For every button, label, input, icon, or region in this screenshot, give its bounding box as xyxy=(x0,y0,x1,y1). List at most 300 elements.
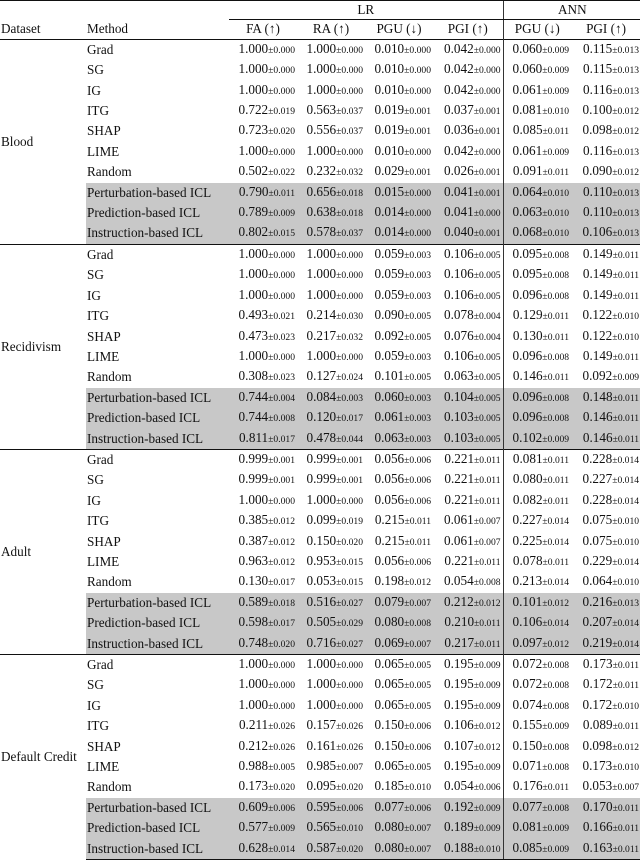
cell-mean: 0.061 xyxy=(512,142,543,158)
cell-pgi-ann xyxy=(571,552,640,572)
cell-std: ±0.001 xyxy=(336,454,363,466)
cell-pgi-ann xyxy=(571,777,640,797)
table-row xyxy=(0,491,640,511)
cell-pgu-lr xyxy=(365,511,433,531)
cell-pgi-lr xyxy=(433,347,503,367)
cell-mean: 0.146 xyxy=(582,409,613,425)
cell-mean: 0.064 xyxy=(582,573,613,589)
table-row xyxy=(0,142,640,162)
cell-ra xyxy=(297,60,365,80)
cell-mean: 1.000 xyxy=(238,266,269,282)
cell-std: ±0.000 xyxy=(473,44,501,56)
cell-std: ±0.009 xyxy=(542,85,570,97)
cell-std: ±0.008 xyxy=(542,413,570,425)
method-label: Perturbation-based ICL xyxy=(86,183,229,203)
cell-ra xyxy=(297,737,365,757)
cell-mean: 0.084 xyxy=(306,388,337,404)
cell-mean: 0.010 xyxy=(374,40,405,56)
cell-std: ±0.000 xyxy=(268,700,295,712)
cell-mean: 0.173 xyxy=(238,778,269,794)
col-header-fa: FA (↑) xyxy=(246,21,280,37)
cell-pgi-ann xyxy=(571,470,640,490)
cell-pgu-ann xyxy=(503,429,571,450)
cell-mean: 0.478 xyxy=(306,429,337,445)
cell-pgi-lr xyxy=(433,388,503,408)
method-label: LIME xyxy=(87,348,120,364)
cell-std: ±0.005 xyxy=(404,680,431,692)
cell-mean: 0.116 xyxy=(583,81,613,97)
cell-mean: 0.100 xyxy=(582,102,613,118)
cell-pgu-ann xyxy=(503,777,571,797)
cell-std: ±0.008 xyxy=(404,618,431,630)
cell-std: ±0.007 xyxy=(404,597,431,609)
table-row xyxy=(0,286,640,306)
cell-std: ±0.011 xyxy=(612,351,640,363)
cell-std: ±0.011 xyxy=(542,372,570,384)
cell-std: ±0.011 xyxy=(474,454,501,466)
cell-mean: 0.210 xyxy=(444,614,475,630)
cell-pgu-ann xyxy=(503,286,571,306)
method-label: Prediction-based ICL xyxy=(86,408,229,428)
cell-mean: 0.207 xyxy=(582,614,613,630)
cell-std: ±0.026 xyxy=(268,721,295,733)
cell-pgi-ann xyxy=(571,572,640,592)
cell-ra xyxy=(297,121,365,141)
cell-std: ±0.011 xyxy=(612,392,640,404)
cell-pgi-lr xyxy=(433,142,503,162)
cell-std: ±0.014 xyxy=(612,495,640,507)
cell-std: ±0.000 xyxy=(404,208,431,220)
cell-ra xyxy=(297,470,365,490)
cell-mean: 0.723 xyxy=(238,122,269,138)
cell-std: ±0.008 xyxy=(542,290,570,302)
cell-fa xyxy=(229,101,297,121)
cell-std: ±0.008 xyxy=(268,413,295,425)
cell-fa xyxy=(229,818,297,838)
cell-fa xyxy=(229,429,297,450)
cell-std: ±0.000 xyxy=(268,85,295,97)
cell-mean: 0.192 xyxy=(444,798,474,814)
cell-pgi-ann xyxy=(571,696,640,716)
cell-pgi-lr xyxy=(433,39,503,60)
cell-pgu-lr xyxy=(365,244,433,265)
cell-pgu-ann xyxy=(503,757,571,777)
cell-std: ±0.007 xyxy=(404,843,431,855)
cell-pgu-lr xyxy=(365,388,433,408)
table-row xyxy=(0,675,640,695)
cell-pgu-ann xyxy=(503,367,571,387)
cell-mean: 0.042 xyxy=(444,142,474,158)
cell-mean: 0.985 xyxy=(306,758,337,774)
cell-std: ±0.008 xyxy=(473,577,501,589)
cell-ra xyxy=(297,655,365,676)
col-header-pgu-lr: PGU (↓) xyxy=(376,21,422,37)
cell-pgu-ann xyxy=(503,470,571,490)
method-label: SHAP xyxy=(87,328,121,344)
cell-mean: 0.080 xyxy=(374,614,405,630)
cell-std: ±0.000 xyxy=(336,290,363,302)
cell-std: ±0.012 xyxy=(473,721,501,733)
cell-std: ±0.000 xyxy=(268,351,295,363)
cell-mean: 0.228 xyxy=(582,450,613,466)
cell-std: ±0.014 xyxy=(612,638,640,650)
method-label: Perturbation-based ICL xyxy=(86,388,229,408)
cell-std: ±0.027 xyxy=(336,638,363,650)
cell-mean: 0.149 xyxy=(582,286,613,302)
cell-mean: 1.000 xyxy=(306,266,337,282)
cell-mean: 1.000 xyxy=(238,245,269,261)
header-col-row xyxy=(0,20,640,39)
cell-std: ±0.011 xyxy=(404,536,431,548)
cell-std: ±0.020 xyxy=(336,843,363,855)
cell-mean: 0.065 xyxy=(374,656,405,671)
cell-mean: 0.059 xyxy=(374,245,405,261)
cell-std: ±0.008 xyxy=(542,351,570,363)
dataset-label: Default Credit xyxy=(0,655,86,860)
cell-fa xyxy=(229,306,297,326)
cell-std: ±0.000 xyxy=(336,660,363,671)
cell-pgu-lr xyxy=(365,327,433,347)
cell-std: ±0.012 xyxy=(268,536,295,548)
cell-std: ±0.005 xyxy=(404,762,431,774)
cell-mean: 0.077 xyxy=(374,798,405,814)
cell-std: ±0.032 xyxy=(336,167,363,179)
cell-std: ±0.008 xyxy=(542,680,570,692)
cell-std: ±0.010 xyxy=(542,208,570,220)
cell-std: ±0.009 xyxy=(542,823,570,835)
cell-ra xyxy=(297,347,365,367)
table-row xyxy=(0,429,640,450)
cell-fa xyxy=(229,470,297,490)
cell-ra xyxy=(297,223,365,244)
cell-pgu-ann xyxy=(503,552,571,572)
cell-std: ±0.001 xyxy=(268,475,295,487)
table-row xyxy=(0,244,640,265)
cell-std: ±0.009 xyxy=(473,802,501,814)
cell-ra xyxy=(297,265,365,285)
cell-mean: 0.065 xyxy=(374,676,405,692)
cell-pgi-ann xyxy=(571,327,640,347)
cell-mean: 0.150 xyxy=(512,737,543,753)
cell-mean: 0.080 xyxy=(374,819,405,835)
cell-std: ±0.026 xyxy=(268,741,295,753)
cell-mean: 0.069 xyxy=(374,634,405,650)
cell-std: ±0.010 xyxy=(612,516,640,528)
cell-ra xyxy=(297,716,365,736)
col-header-dataset: Dataset xyxy=(1,21,41,37)
cell-mean: 0.095 xyxy=(512,266,543,282)
cell-std: ±0.005 xyxy=(268,762,295,774)
cell-std: ±0.011 xyxy=(612,660,640,671)
table-row xyxy=(0,183,640,203)
cell-std: ±0.003 xyxy=(336,392,363,404)
cell-mean: 0.628 xyxy=(238,839,269,855)
cell-mean: 0.577 xyxy=(238,819,269,835)
cell-pgi-lr xyxy=(433,818,503,838)
cell-std: ±0.011 xyxy=(474,475,501,487)
cell-pgi-ann xyxy=(571,818,640,838)
cell-std: ±0.009 xyxy=(268,823,295,835)
table-row xyxy=(0,408,640,428)
cell-ra xyxy=(297,839,365,860)
cell-mean: 0.999 xyxy=(238,450,269,466)
cell-mean: 0.556 xyxy=(306,122,337,138)
cell-std: ±0.000 xyxy=(404,228,431,240)
cell-mean: 0.106 xyxy=(582,224,613,240)
cell-std: ±0.005 xyxy=(404,331,431,343)
cell-pgu-ann xyxy=(503,101,571,121)
cell-mean: 0.150 xyxy=(374,717,405,733)
cell-mean: 0.155 xyxy=(512,717,543,733)
cell-mean: 0.122 xyxy=(582,327,613,343)
cell-std: ±0.005 xyxy=(404,372,431,384)
cell-pgu-ann xyxy=(503,572,571,592)
cell-pgi-lr xyxy=(433,839,503,860)
cell-std: ±0.010 xyxy=(612,311,640,323)
cell-std: ±0.012 xyxy=(404,577,431,589)
cell-ra xyxy=(297,552,365,572)
cell-std: ±0.014 xyxy=(542,516,570,528)
cell-fa xyxy=(229,696,297,716)
cell-mean: 0.077 xyxy=(512,798,543,814)
dataset-label: Adult xyxy=(0,449,86,654)
method-label: IG xyxy=(87,492,101,508)
table-row xyxy=(0,757,640,777)
cell-mean: 0.104 xyxy=(444,388,474,404)
cell-mean: 0.090 xyxy=(582,163,613,179)
cell-std: ±0.000 xyxy=(336,65,363,77)
cell-pgu-lr xyxy=(365,306,433,326)
cell-mean: 0.060 xyxy=(512,61,543,77)
cell-mean: 0.122 xyxy=(582,307,613,323)
cell-ra xyxy=(297,613,365,633)
cell-std: ±0.007 xyxy=(473,536,501,548)
cell-mean: 0.076 xyxy=(444,327,474,343)
cell-mean: 1.000 xyxy=(306,40,337,56)
cell-std: ±0.001 xyxy=(404,126,431,138)
cell-mean: 0.227 xyxy=(582,471,613,487)
cell-mean: 0.059 xyxy=(374,286,405,302)
cell-pgu-lr xyxy=(365,757,433,777)
table-row xyxy=(0,716,640,736)
cell-mean: 0.061 xyxy=(374,409,405,425)
cell-pgi-lr xyxy=(433,327,503,347)
table-row xyxy=(0,388,640,408)
cell-std: ±0.000 xyxy=(336,249,363,261)
table-row xyxy=(0,839,640,860)
cell-std: ±0.006 xyxy=(404,495,431,507)
method-label: LIME xyxy=(87,143,120,159)
cell-std: ±0.014 xyxy=(268,843,295,855)
dataset-label: Recidivism xyxy=(0,244,86,449)
cell-std: ±0.012 xyxy=(612,167,640,179)
cell-pgu-lr xyxy=(365,265,433,285)
cell-mean: 0.212 xyxy=(444,593,474,609)
cell-pgi-lr xyxy=(433,223,503,244)
cell-pgu-ann xyxy=(503,798,571,818)
method-label: SHAP xyxy=(87,533,121,549)
cell-pgi-ann xyxy=(571,306,640,326)
cell-mean: 0.041 xyxy=(444,204,474,220)
cell-pgi-lr xyxy=(433,532,503,552)
cell-pgu-lr xyxy=(365,613,433,633)
cell-pgi-ann xyxy=(571,265,640,285)
cell-fa xyxy=(229,655,297,676)
cell-mean: 0.054 xyxy=(444,778,474,794)
cell-mean: 0.103 xyxy=(444,409,474,425)
cell-std: ±0.010 xyxy=(336,823,363,835)
cell-std: ±0.009 xyxy=(612,372,640,384)
cell-std: ±0.009 xyxy=(542,146,570,158)
cell-mean: 0.085 xyxy=(512,122,543,138)
method-label: ITG xyxy=(87,103,109,119)
cell-pgu-lr xyxy=(365,777,433,797)
cell-fa xyxy=(229,675,297,695)
cell-mean: 0.056 xyxy=(374,471,405,487)
cell-pgi-ann xyxy=(571,757,640,777)
cell-mean: 0.072 xyxy=(512,676,543,692)
cell-mean: 0.096 xyxy=(512,286,543,302)
cell-mean: 0.127 xyxy=(306,368,337,384)
cell-mean: 0.963 xyxy=(238,552,269,568)
table-row xyxy=(0,162,640,182)
cell-mean: 0.099 xyxy=(306,512,337,528)
cell-pgu-ann xyxy=(503,388,571,408)
cell-mean: 1.000 xyxy=(238,676,269,692)
cell-pgi-lr xyxy=(433,777,503,797)
cell-mean: 0.130 xyxy=(512,327,543,343)
cell-mean: 0.063 xyxy=(444,368,474,384)
cell-pgu-lr xyxy=(365,39,433,60)
cell-mean: 0.213 xyxy=(512,573,543,589)
cell-std: ±0.009 xyxy=(542,843,570,855)
cell-fa xyxy=(229,716,297,736)
cell-pgi-lr xyxy=(433,593,503,613)
cell-std: ±0.011 xyxy=(612,290,640,302)
cell-fa xyxy=(229,244,297,265)
dataset-label: Blood xyxy=(0,39,86,244)
method-label: ITG xyxy=(87,308,109,324)
method-label: ITG xyxy=(87,513,109,529)
table-row xyxy=(0,101,640,121)
cell-std: ±0.005 xyxy=(404,311,431,323)
cell-ra xyxy=(297,511,365,531)
cell-pgi-lr xyxy=(433,203,503,223)
cell-std: ±0.010 xyxy=(542,228,570,240)
cell-ra xyxy=(297,203,365,223)
cell-mean: 0.130 xyxy=(238,573,269,589)
cell-std: ±0.005 xyxy=(404,700,431,712)
cell-std: ±0.008 xyxy=(542,741,570,753)
cell-mean: 0.064 xyxy=(512,183,543,199)
cell-std: ±0.017 xyxy=(268,577,295,589)
cell-mean: 0.146 xyxy=(512,368,543,384)
cell-pgi-lr xyxy=(433,101,503,121)
cell-std: ±0.006 xyxy=(404,475,431,487)
cell-pgi-ann xyxy=(571,408,640,428)
cell-mean: 0.081 xyxy=(512,102,543,118)
cell-std: ±0.044 xyxy=(336,433,363,445)
cell-pgu-ann xyxy=(503,81,571,101)
cell-mean: 0.042 xyxy=(444,81,474,97)
cell-mean: 0.081 xyxy=(512,819,543,835)
cell-std: ±0.020 xyxy=(268,782,295,794)
cell-std: ±0.000 xyxy=(404,187,431,199)
cell-mean: 0.189 xyxy=(444,819,474,835)
cell-pgi-ann xyxy=(571,839,640,860)
cell-mean: 0.029 xyxy=(374,163,405,179)
cell-mean: 0.221 xyxy=(444,491,475,507)
cell-pgu-lr xyxy=(365,449,433,470)
cell-pgu-ann xyxy=(503,818,571,838)
method-label: Grad xyxy=(86,449,229,470)
cell-mean: 0.065 xyxy=(374,696,405,712)
cell-mean: 1.000 xyxy=(238,81,269,97)
method-label: Grad xyxy=(86,244,229,265)
cell-std: ±0.012 xyxy=(612,741,640,753)
cell-std: ±0.022 xyxy=(268,167,295,179)
cell-std: ±0.003 xyxy=(404,270,431,282)
cell-std: ±0.009 xyxy=(542,721,570,733)
cell-std: ±0.006 xyxy=(268,802,295,814)
table-row xyxy=(0,223,640,244)
cell-mean: 0.075 xyxy=(582,512,613,528)
cell-ra xyxy=(297,449,365,470)
cell-pgu-lr xyxy=(365,716,433,736)
cell-ra xyxy=(297,798,365,818)
cell-pgu-ann xyxy=(503,839,571,860)
cell-mean: 0.516 xyxy=(306,593,337,609)
cell-std: ±0.000 xyxy=(336,146,363,158)
cell-std: ±0.014 xyxy=(612,475,640,487)
cell-fa xyxy=(229,223,297,244)
cell-mean: 0.228 xyxy=(582,491,613,507)
cell-mean: 1.000 xyxy=(306,81,337,97)
cell-mean: 0.811 xyxy=(238,429,269,445)
cell-std: ±0.007 xyxy=(473,516,501,528)
cell-std: ±0.008 xyxy=(542,392,570,404)
cell-mean: 0.173 xyxy=(582,758,613,774)
cell-mean: 0.106 xyxy=(512,614,543,630)
cell-mean: 0.215 xyxy=(374,532,405,548)
cell-fa xyxy=(229,449,297,470)
cell-mean: 0.149 xyxy=(582,347,613,363)
cell-std: ±0.005 xyxy=(473,392,501,404)
method-label: Prediction-based ICL xyxy=(86,613,229,633)
cell-fa xyxy=(229,142,297,162)
col-header-pgi-ann: PGI (↑) xyxy=(586,21,627,37)
cell-std: ±0.013 xyxy=(612,228,640,240)
cell-mean: 0.079 xyxy=(374,593,405,609)
col-header-pgi-lr: PGI (↑) xyxy=(447,21,488,37)
cell-pgi-ann xyxy=(571,60,640,80)
cell-mean: 0.061 xyxy=(444,512,474,528)
cell-std: ±0.005 xyxy=(473,290,501,302)
cell-std: ±0.000 xyxy=(336,44,363,56)
cell-std: ±0.011 xyxy=(612,823,640,835)
cell-pgi-ann xyxy=(571,593,640,613)
cell-mean: 0.595 xyxy=(306,798,337,814)
cell-std: ±0.006 xyxy=(404,454,431,466)
cell-mean: 0.106 xyxy=(444,286,474,302)
cell-std: ±0.004 xyxy=(473,311,501,323)
cell-pgi-ann xyxy=(571,737,640,757)
cell-pgu-lr xyxy=(365,408,433,428)
method-label: Prediction-based ICL xyxy=(86,203,229,223)
cell-pgi-ann xyxy=(571,449,640,470)
cell-std: ±0.011 xyxy=(268,187,295,199)
cell-mean: 1.000 xyxy=(306,656,337,671)
